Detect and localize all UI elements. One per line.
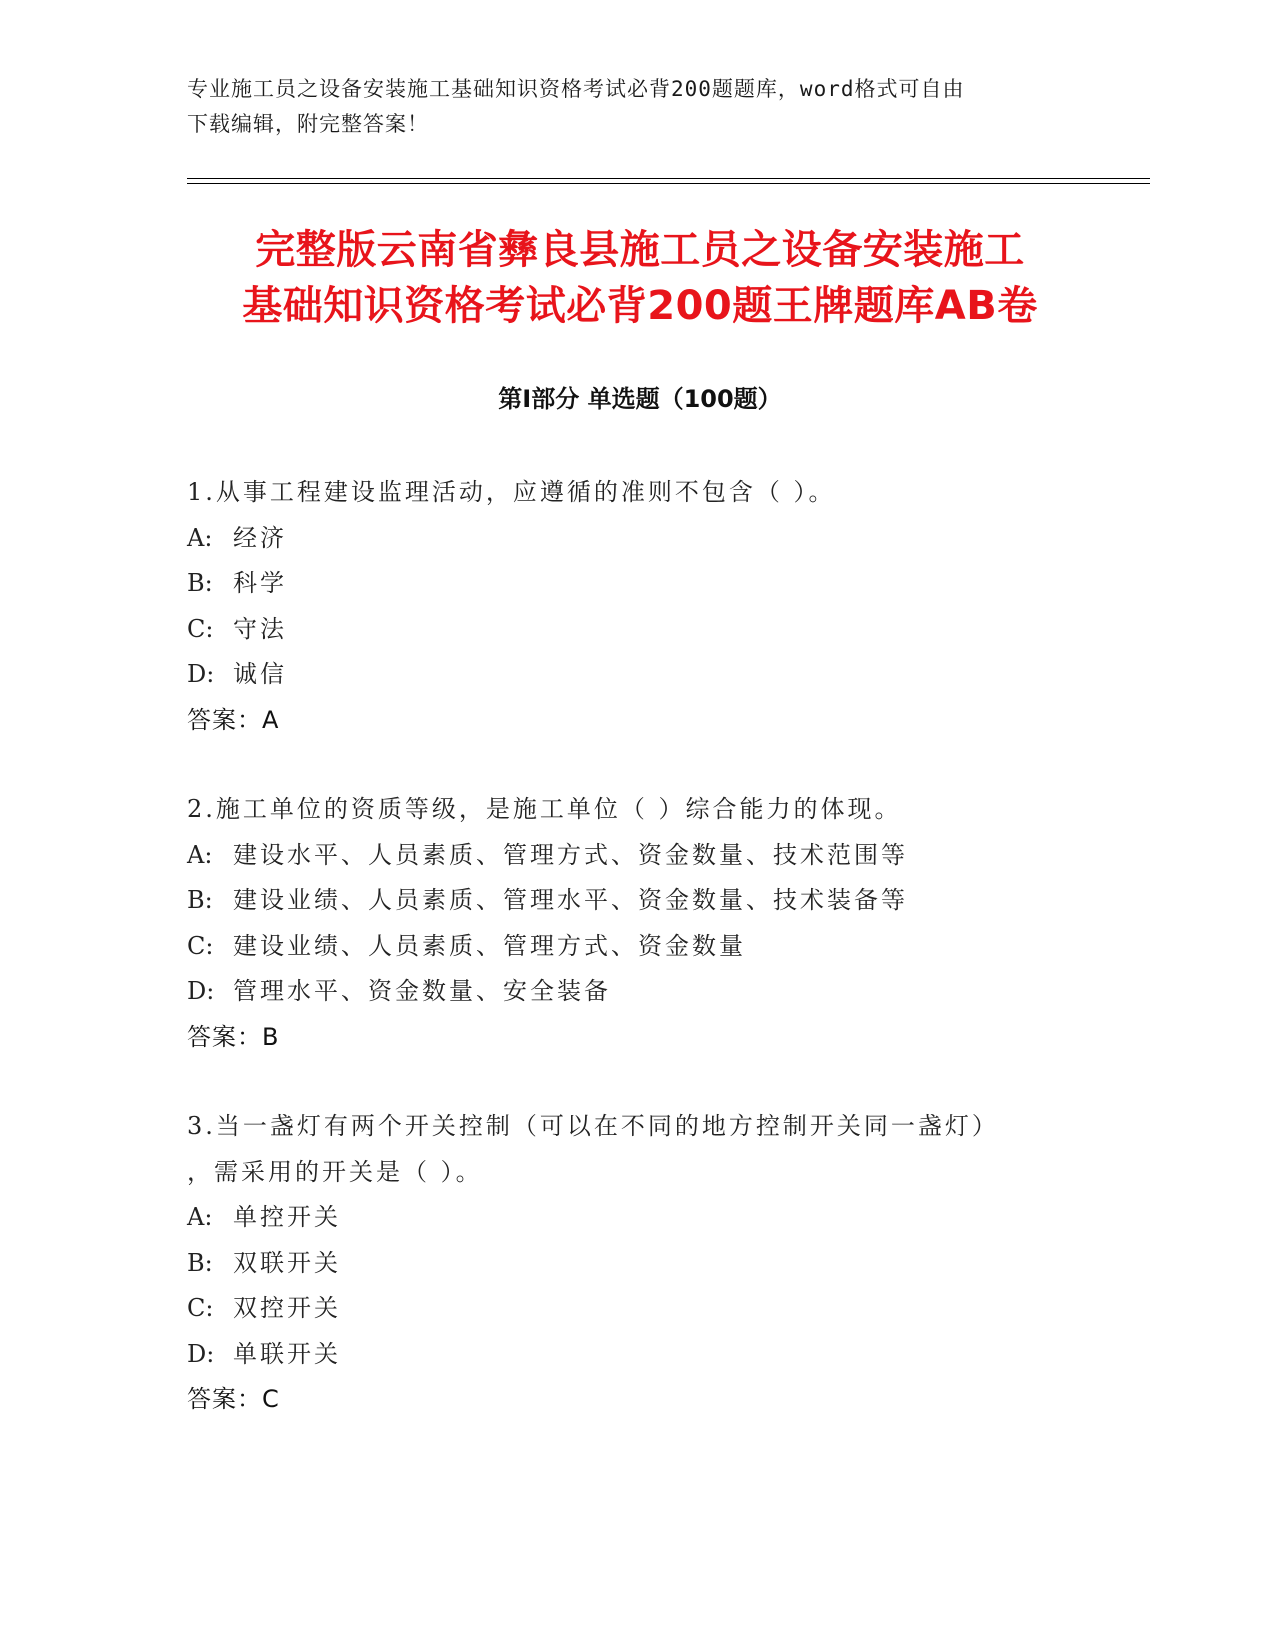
option-d [187,969,1087,1015]
option-key: B: [187,886,213,914]
header-divider-bottom [187,183,1150,184]
option-key: D: [187,1339,215,1368]
option-text: 建设水平、人员素质、管理方式、资金数量、技术范围等 [233,840,908,869]
answer-label: 答案：B [187,1022,280,1051]
intro-line-1: 专业施工员之设备安装施工基础知识资格考试必背200题题库，word格式可自由 [187,77,965,101]
document-title [170,222,1110,334]
option-text: 建设业绩、人员素质、管理水平、资金数量、技术装备等 [233,886,908,914]
answer-label: 答案：C [187,1385,280,1413]
option-b [187,878,1087,924]
option-d [187,652,1087,698]
option-key: B: [187,1248,213,1277]
question-stem: 3.当一盏灯有两个开关控制（可以在不同的地方控制开关同一盏灯） [187,1112,999,1140]
title-line-2: 基础知识资格考试必背200题王牌题库AB卷 [242,283,1038,329]
question-stem-continued: ，需采用的开关是（ ）。 [187,1157,483,1186]
option-a [187,516,1087,562]
option-text: 科学 [233,569,287,597]
option-text: 单控开关 [233,1203,341,1231]
option-key: A: [187,523,213,552]
option-c [187,1286,1087,1332]
option-key: C: [187,614,214,643]
answer-label: 答案：A [187,705,280,734]
option-a [187,833,1087,879]
option-a [187,1195,1087,1241]
option-text: 单联开关 [233,1339,341,1368]
question-2 [187,787,1087,1060]
option-key: B: [187,569,213,597]
header-divider-top [187,178,1150,179]
option-key: C: [187,1294,214,1322]
option-text: 经济 [233,523,287,552]
question-stem: 1.从事工程建设监理活动，应遵循的准则不包含（ ）。 [187,478,836,506]
option-key: A: [187,840,213,869]
option-c [187,924,1087,970]
option-b [187,1241,1087,1287]
question-3 [187,1104,1087,1423]
option-text: 管理水平、资金数量、安全装备 [233,977,611,1005]
option-text: 守法 [233,614,287,643]
option-key: A: [187,1203,213,1231]
option-key: C: [187,931,214,960]
intro-text [187,72,1067,142]
option-b [187,561,1087,607]
option-text: 诚信 [233,660,287,688]
question-1 [187,470,1087,743]
intro-line-2: 下载编辑，附完整答案！ [187,112,429,136]
option-text: 双联开关 [233,1248,341,1277]
option-key: D: [187,977,215,1005]
title-line-1: 完整版云南省彝良县施工员之设备安装施工 [255,227,1025,273]
question-stem: 2.施工单位的资质等级，是施工单位（ ）综合能力的体现。 [187,795,902,823]
option-c [187,607,1087,653]
option-d [187,1332,1087,1378]
option-text: 建设业绩、人员素质、管理方式、资金数量 [233,931,746,960]
section-title: 第Ⅰ部分 单选题（100题） [498,385,782,413]
option-key: D: [187,660,215,688]
option-text: 双控开关 [233,1294,341,1322]
